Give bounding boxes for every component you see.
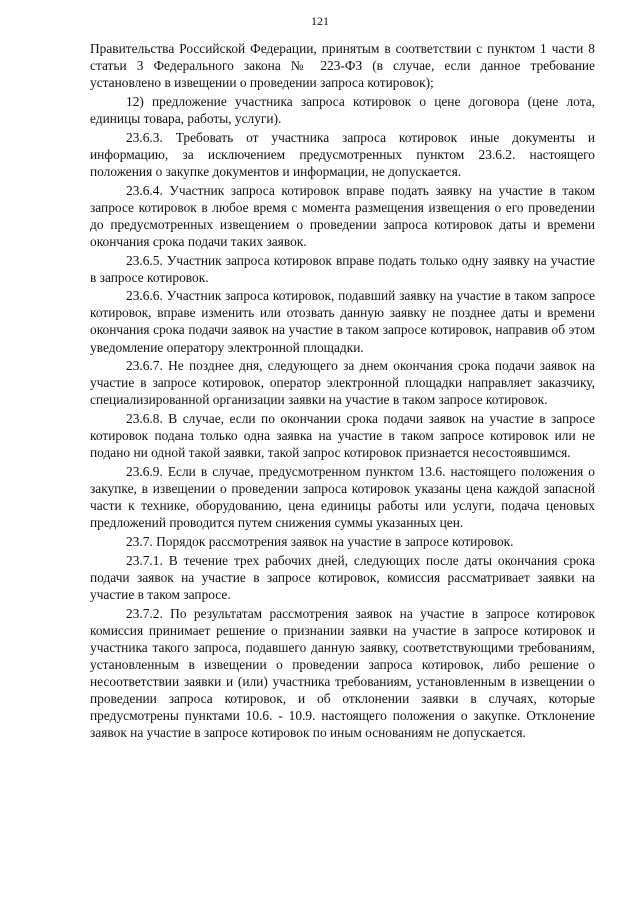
paragraph-23-6-5: 23.6.5. Участник запроса котировок вправе подать только одну заявку на участие в запросе котировок. [90,252,595,285]
page-number: 121 [311,14,329,28]
paragraph-continuation: Правительства Российской Федерации, принятым в соответствии с пунктом 1 части 8 статьи 3 Федерального закона № 223-ФЗ (в случае, если данное требование установлено в извещении о проведении запроса котировок); [90,41,595,91]
paragraph-23-6-6: 23.6.6. Участник запроса котировок, подавший заявку на участие в таком запросе котировок, вправе изменить или отозвать данную заявку не позднее даты и времени окончания срока подачи заявок на участие в таком запросе котировок, направив об этом уведомление оператору электронной площадки. [90,288,595,355]
paragraph-23-6-4: 23.6.4. Участник запроса котировок вправе подать заявку на участие в таком запросе котировок в любое время с момента размещения извещения о его проведении до предусмотренных извещением о проведении запроса котировок даты и времени окончания срока подачи таких заявок. [90,182,595,249]
paragraph-23-7-2: 23.7.2. По результатам рассмотрения заявок на участие в запросе котировок комиссия принимает решение о признании заявки на участие в запросе котировок и участника такого запроса, подавшего данную заявку, соответствующими требованиям, установленным в извещении о проведении запроса котировок, либо решение о несоответствии заявки и (или) участника требованиям, установленным в извещении о проведении запроса котировок, и об отклонении заявки в случаях, которые предусмотрены пунктами 10.6. - 10.9. настоящего положения о закупке. Отклонение заявок на участие в запросе котировок по иным основаниям не допускается. [90,605,595,741]
paragraph-item-12: 12) предложение участника запроса котировок о цене договора (цене лота, единицы товара, работы, услуги). [90,93,595,126]
paragraph-23-7-1: 23.7.1. В течение трех рабочих дней, следующих после даты окончания срока подачи заявок на участие в запросе котировок, комиссия рассматривает заявки на участие в таком запросе. [90,552,595,602]
section-heading-23-7: 23.7. Порядок рассмотрения заявок на участие в запросе котировок. [126,533,514,549]
document-body [90,40,595,743]
paragraph-23-6-8: 23.6.8. В случае, если по окончании срока подачи заявок на участие в запросе котировок подана только одна заявка на участие в таком запросе котировок или не подано ни одной такой заявки, такой запрос котировок признается несостоявшимся. [90,411,595,461]
paragraph-23-6-7: 23.6.7. Не позднее дня, следующего за днем окончания срока подачи заявок на участие в запросе котировок, оператор электронной площадки направляет заказчику, специализированной организации заявки на участие в таком запросе котировок. [90,358,595,408]
paragraph-23-6-9: 23.6.9. Если в случае, предусмотренном пунктом 13.6. настоящего положения о закупке, в извещении о проведении запроса котировок указаны цена каждой запасной части к технике, оборудованию, цена единицы работы или услуги, подача ценовых предложений проводится путем снижения суммы указанных цен. [90,464,595,531]
paragraph-23-6-3: 23.6.3. Требовать от участника запроса котировок иные документы и информацию, за исключением предусмотренных пунктом 23.6.2. настоящего положения о закупке документов и информации, не допускается. [90,129,595,179]
